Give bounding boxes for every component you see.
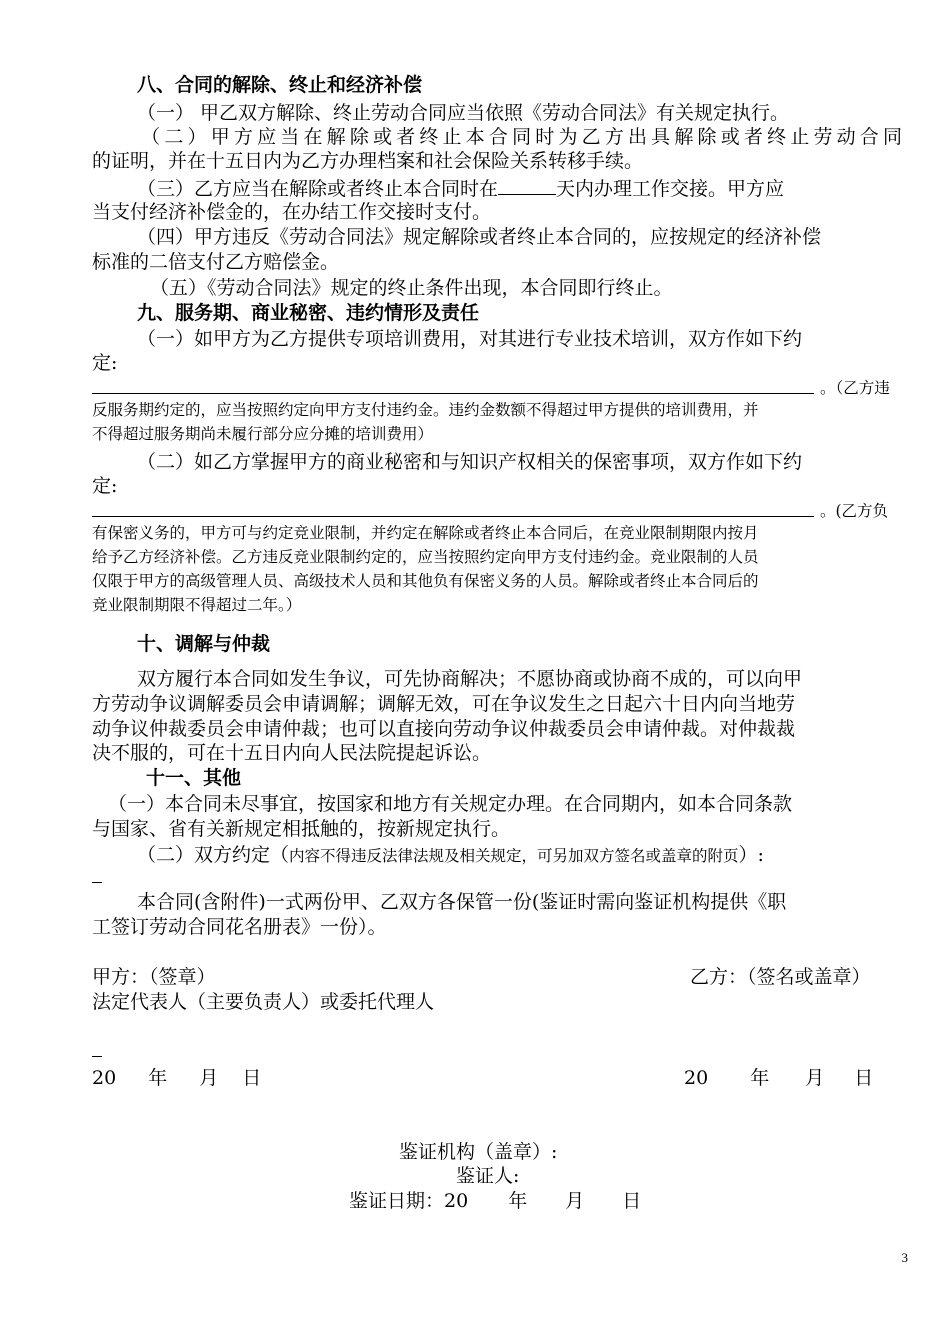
section-9-heading: 九、服务期、商业秘密、违约情形及责任 <box>137 302 480 324</box>
s9-paragraph-1-line-3-tail: 。（乙方违 <box>820 379 890 397</box>
s8-paragraph-2-line-2: 的证明，并在十五日内为乙方办理档案和社会保险关系转移手续。 <box>92 150 644 172</box>
s9-paragraph-2-line-1: （二）如乙方掌握甲方的商业秘密和与知识产权相关的保密事项，双方作如下约 <box>137 451 803 473</box>
section-8-heading: 八、合同的解除、终止和经济补偿 <box>137 74 423 96</box>
handover-days-blank[interactable] <box>498 176 556 195</box>
section-10-heading: 十、调解与仲裁 <box>137 633 271 655</box>
s8-paragraph-1: （一） 甲乙双方解除、终止劳动合同应当依照《劳动合同法》有关规定执行。 <box>137 102 790 124</box>
s8-paragraph-3-line-2: 当支付经济补偿金的，在办结工作交接时支付。 <box>92 201 492 223</box>
s10-line-2: 方劳动争议调解委员会申请调解；调解无效，可在争议发生之日起六十日内向当地劳 <box>92 693 796 715</box>
s8-paragraph-4-line-1: （四）甲方违反《劳动合同法》规定解除或者终止本合同的，应按规定的经济补偿 <box>137 226 822 248</box>
party-a-signature: 甲方：（签章） <box>92 966 216 988</box>
certification-org: 鉴证机构（盖章）: <box>399 1141 558 1163</box>
s8-paragraph-4-line-2: 标准的二倍支付乙方赔偿金。 <box>92 251 340 273</box>
s9-paragraph-2-line-3-tail: 。(乙方负 <box>820 502 889 520</box>
s10-line-3: 动争议仲裁委员会申请仲裁；也可以直接向劳动争议仲裁委员会申请仲裁。对仲裁裁 <box>92 718 796 740</box>
section-11-heading: 十一、其他 <box>146 767 242 789</box>
s11-paragraph-1-line-1: （一）本合同未尽事宜，按国家和地方有关规定办理。在合同期内，如本合同条款 <box>108 793 793 815</box>
s11-paragraph-3-line-1: 本合同(含附件)一式两份甲、乙双方各保管一份(鉴证时需向鉴证机构提供《职 <box>137 891 787 913</box>
s10-line-4: 决不服的，可在十五日内向人民法院提起诉讼。 <box>92 742 492 764</box>
s9-paragraph-1-line-1: （一）如甲方为乙方提供专项培训费用，对其进行专业技术培训，双方作如下约 <box>137 328 803 350</box>
confidentiality-agreement-blank[interactable] <box>92 516 814 517</box>
s9-paragraph-2-line-5: 给予乙方经济补偿。乙方违反竞业限制约定的，应当按照约定向甲方支付违约金。竞业限制的人员 <box>92 548 759 566</box>
s8-paragraph-5: （五）《劳动合同法》规定的终止条件出现，本合同即行终止。 <box>150 277 673 299</box>
page-number: 3 <box>901 1250 908 1265</box>
certification-person: 鉴证人: <box>456 1165 520 1187</box>
s9-paragraph-1-line-4: 反服务期约定的，应当按照约定向甲方支付违约金。违约金数额不得超过甲方提供的培训费用，并 <box>92 401 759 419</box>
party-b-signature: 乙方：（签名或盖章） <box>690 966 871 988</box>
legal-representative-label: 法定代表人（主要负责人）或委托代理人 <box>92 991 435 1013</box>
s9-paragraph-2-line-2: 定: <box>92 475 118 497</box>
s9-paragraph-1-line-2: 定: <box>92 352 118 374</box>
s9-paragraph-2-line-4: 有保密义务的，甲方可与约定竞业限制，并约定在解除或者终止本合同后，在竞业限制期限内按月 <box>92 524 759 542</box>
s9-paragraph-1-line-5: 不得超过服务期尚未履行部分应分摊的培训费用） <box>92 425 434 443</box>
party-a-date: 20 年 月 日 <box>92 1067 262 1089</box>
s8-paragraph-3-line-1: （三）乙方应当在解除或者终止本合同时在 天内办理工作交接。甲方应 <box>137 178 785 200</box>
s9-paragraph-2-line-7: 竞业限制期限不得超过二年。） <box>92 596 302 614</box>
certification-date: 鉴证日期：20 年 月 日 <box>349 1190 642 1212</box>
mutual-agreement-blank[interactable] <box>92 882 102 883</box>
party-b-date: 20 年 月 日 <box>684 1067 874 1089</box>
s8-paragraph-2-line-1: （二）甲方应当在解除或者终止本合同时为乙方出具解除或者终止劳动合同 <box>137 126 902 148</box>
training-agreement-blank[interactable] <box>92 393 814 394</box>
representative-blank[interactable] <box>92 1056 102 1057</box>
s10-line-1: 双方履行本合同如发生争议，可先协商解决；不愿协商或协商不成的，可以向甲 <box>137 668 803 690</box>
s11-paragraph-3-line-2: 工签订劳动合同花名册表》一份）。 <box>92 916 387 938</box>
s11-paragraph-2: （二）双方约定（内容不得违反法律法规及相关规定，可另加双方签名或盖章的附页）: <box>137 844 764 866</box>
s11-paragraph-1-line-2: 与国家、省有关新规定相抵触的，按新规定执行。 <box>92 818 511 840</box>
s9-paragraph-2-line-6: 仅限于甲方的高级管理人员、高级技术人员和其他负有保密义务的人员。解除或者终止本合同后的 <box>92 572 759 590</box>
